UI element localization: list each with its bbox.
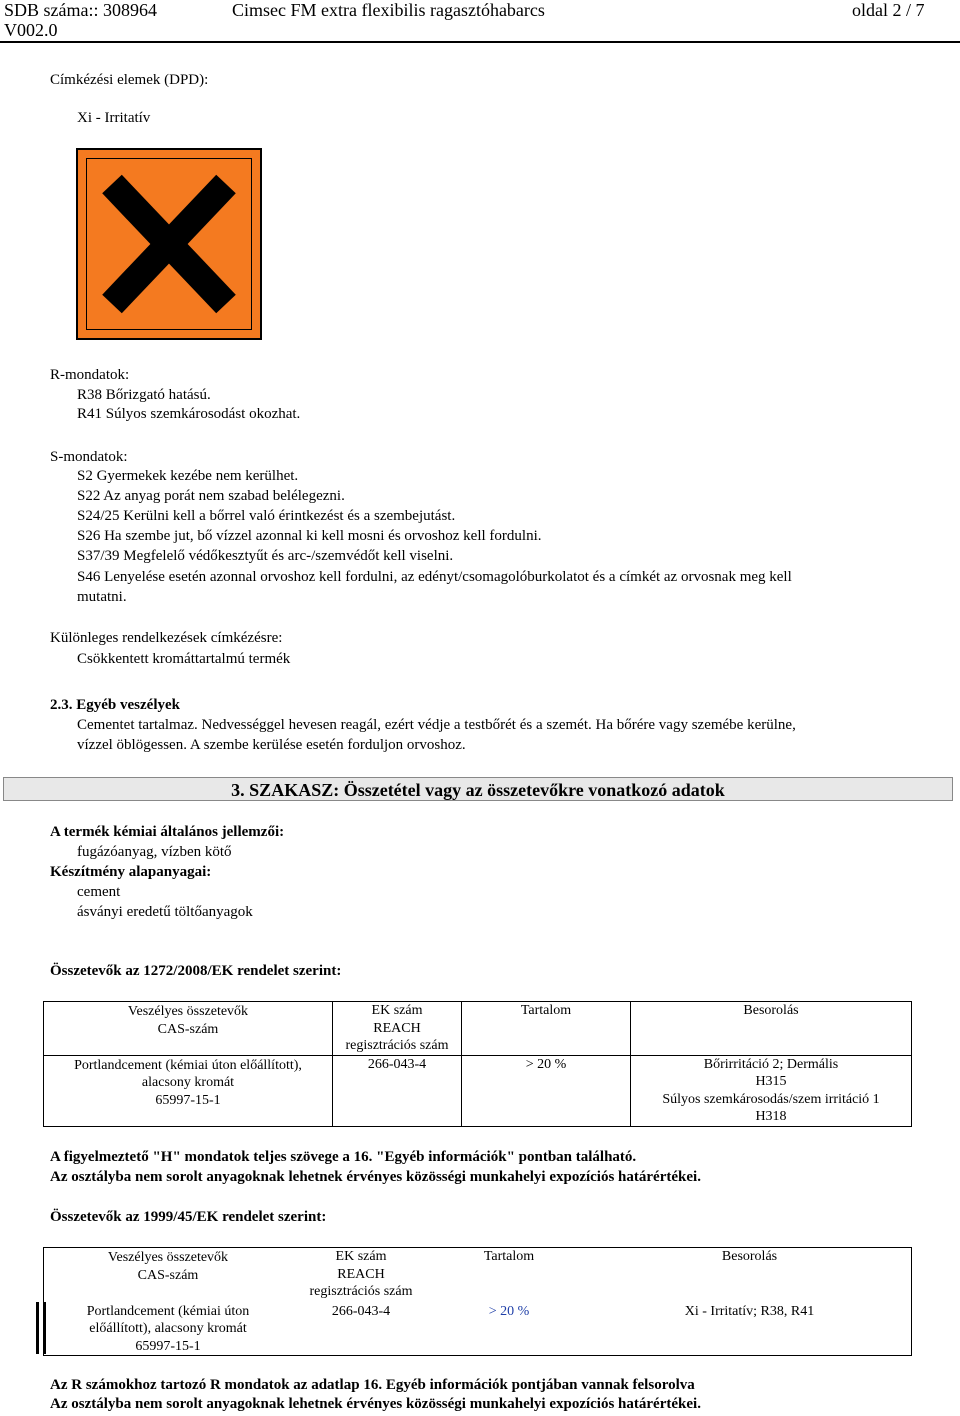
- table-row: [44, 1301, 912, 1356]
- class-cell: Bőrirritáció 2; Dermális H315 Súlyos szemkárosodás/szem irritáció 1 H318: [662, 1056, 880, 1124]
- s-phrase: S46 Lenyelése esetén azonnal orvoshoz kell fordulni, az edényt/csomagolóburkolatot és a címkét az orvosnak meg kell: [77, 569, 792, 585]
- class-cell: Xi - Irritatív; R38, R41: [684, 1303, 815, 1319]
- header-divider: [0, 41, 960, 43]
- col-content: Tartalom: [483, 1249, 535, 1264]
- table-header-row: [44, 1002, 912, 1056]
- table-row: [44, 1055, 912, 1126]
- components-table-1272: [43, 1001, 912, 1127]
- chem-text: fugázóanyag, vízben kötő: [77, 844, 232, 860]
- labeling-heading: Címkézési elemek (DPD):: [50, 72, 209, 88]
- s-phrase: S24/25 Kerülni kell a bőrrel való érintkezést és a szembejutást.: [77, 508, 456, 524]
- hazard-label: Xi - Irritatív: [77, 110, 151, 126]
- prep-heading: Készítmény alapanyagai:: [50, 864, 212, 880]
- section-3-title: 3. SZAKASZ: Összetétel vagy az összetevőkre vonatkozó adatok: [231, 780, 725, 800]
- r-numbers-note: Az R számokhoz tartozó R mondatok az adatlap 16. Egyéb információk pontjában vannak felsorolva: [50, 1377, 695, 1393]
- exposure-note: Az osztályba nem sorolt anyagoknak lehetnek érvényes közösségi munkahelyi expozíciós határértékei.: [50, 1169, 701, 1185]
- ek-cell: 266-043-4: [333, 1055, 462, 1126]
- exposure-note-2: Az osztályba nem sorolt anyagoknak lehetnek érvényes közösségi munkahelyi expozíciós határértékei.: [50, 1396, 701, 1412]
- r-phrase: R41 Súlyos szemkárosodást okozhat.: [77, 406, 301, 422]
- section-3-bar: [3, 777, 953, 801]
- s-phrase: S37/39 Megfelelő védőkesztyűt és arc-/szemvédőt kell viselni.: [77, 548, 454, 564]
- components-table-1999: [43, 1247, 912, 1356]
- change-bar: [36, 1302, 46, 1354]
- reg1-heading: Összetevők az 1272/2008/EK rendelet szerint:: [50, 963, 342, 979]
- page-number: oldal 2 / 7: [852, 0, 925, 20]
- other-hazards-line: Cementet tartalmaz. Nedvességgel hevesen reagál, ezért védje a testbőrét és a szemét. Ha bőrére vagy szemébe kerülne,: [77, 717, 796, 733]
- col-content: Tartalom: [462, 1002, 631, 1056]
- content-cell: > 20 %: [488, 1303, 530, 1319]
- chem-heading: A termék kémiai általános jellemzői:: [50, 824, 285, 840]
- other-hazards-heading: 2.3. Egyéb veszélyek: [50, 697, 180, 713]
- prep-item: cement: [77, 884, 121, 900]
- version: V002.0: [4, 20, 58, 40]
- other-hazards-line: vízzel öblögessen. A szembe kerülése esetén forduljon orvoshoz.: [77, 737, 466, 753]
- special-provisions-heading: Különleges rendelkezések címkézésre:: [50, 630, 283, 646]
- sdb-number: SDB száma:: 308964: [4, 0, 157, 20]
- component-cell: Portlandcement (kémiai úton előállított), alacsony kromát 65997-15-1: [86, 1303, 250, 1354]
- col-class: Besorolás: [631, 1002, 912, 1056]
- h-phrases-note: A figyelmeztető "H" mondatok teljes szövege a 16. "Egyéb információk" pontban található.: [50, 1149, 637, 1165]
- product-name: Cimsec FM extra flexibilis ragasztóhabarcs: [232, 0, 545, 20]
- prep-item: ásványi eredetű töltőanyagok: [77, 904, 253, 920]
- col-ek: EK szám REACH regisztrációs szám: [333, 1002, 462, 1056]
- component-cell: Portlandcement (kémiai úton előállított), alacsony kromát 65997-15-1: [44, 1055, 333, 1126]
- s-phrase-continued: mutatni.: [77, 589, 127, 605]
- col-ek: EK szám REACH regisztrációs szám: [309, 1249, 413, 1299]
- col-components: Veszélyes összetevők CAS-szám: [107, 1250, 229, 1283]
- reg2-heading: Összetevők az 1999/45/EK rendelet szerint:: [50, 1209, 327, 1225]
- col-components: Veszélyes összetevők CAS-szám: [44, 1002, 333, 1056]
- s-phrase: S26 Ha szembe jut, bő vízzel azonnal ki kell mosni és orvoshoz kell fordulni.: [77, 528, 542, 544]
- special-provisions-text: Csökkentett kromáttartalmú termék: [77, 651, 291, 667]
- s-phrase: S22 Az anyag porát nem szabad belélegezni.: [77, 488, 345, 504]
- col-class: Besorolás: [721, 1249, 778, 1264]
- table-header-row: [44, 1248, 912, 1301]
- irritant-x-icon: [76, 148, 262, 340]
- ek-cell: 266-043-4: [331, 1303, 391, 1319]
- s-phrase: S2 Gyermekek kezébe nem kerülhet.: [77, 468, 299, 484]
- content-cell: > 20 %: [462, 1055, 631, 1126]
- r-phrase: R38 Bőrizgató hatású.: [77, 387, 211, 403]
- r-phrases-heading: R-mondatok:: [50, 367, 130, 383]
- s-phrases-heading: S-mondatok:: [50, 449, 128, 465]
